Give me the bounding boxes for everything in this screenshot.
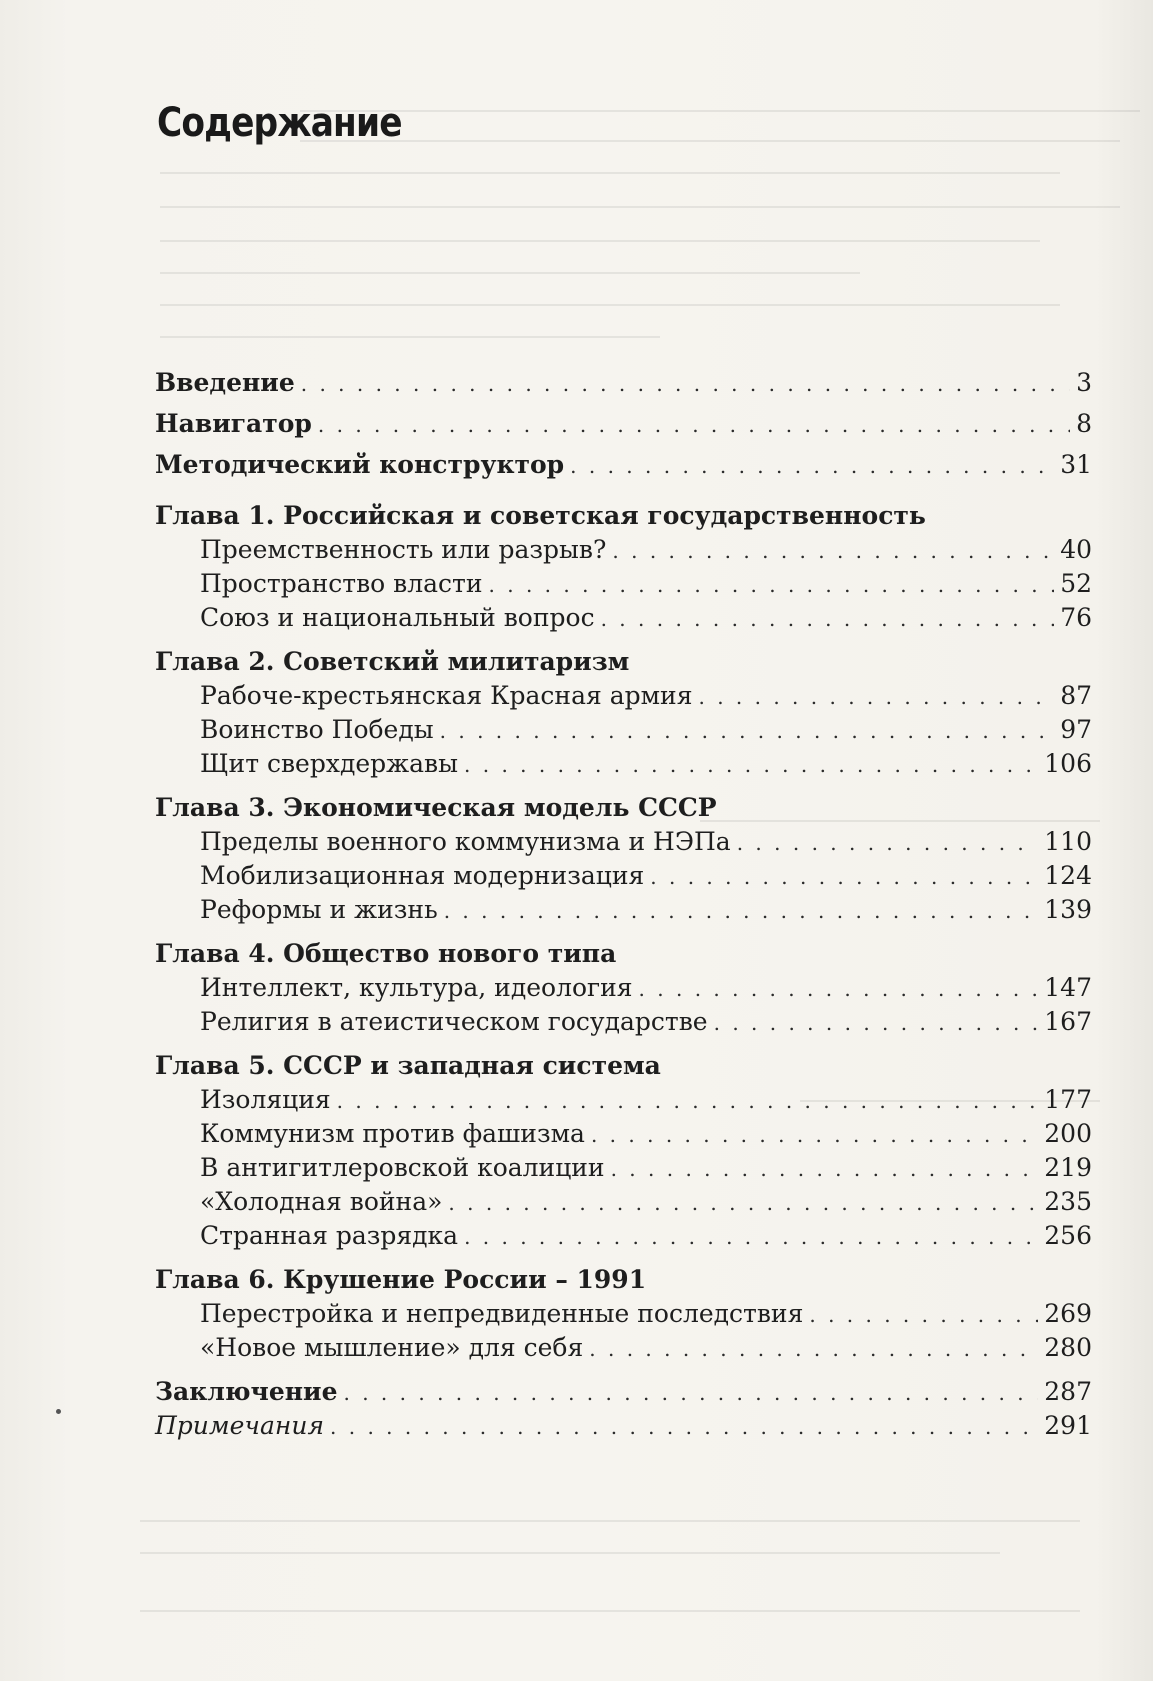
toc-entry[interactable] <box>155 1151 1092 1185</box>
dot-leader <box>440 714 1055 748</box>
toc-entry[interactable] <box>155 601 1092 635</box>
toc-chapter-title: Глава 4. Общество нового типа <box>155 939 617 968</box>
toc-page-number: 200 <box>1044 1119 1092 1148</box>
toc-entry-text: Мобилизационная модернизация <box>200 861 645 890</box>
dot-leader <box>737 826 1039 860</box>
toc-chapter-5-heading[interactable] <box>155 1049 1092 1083</box>
toc-entry-introduction[interactable] <box>155 362 1092 403</box>
toc-entry[interactable] <box>155 533 1092 567</box>
toc-page-number: 124 <box>1044 861 1092 890</box>
dot-leader <box>337 1084 1039 1118</box>
table-of-contents <box>155 362 1092 1443</box>
toc-entry-notes[interactable] <box>155 1409 1092 1443</box>
toc-entry-text: «Холодная война» <box>200 1187 443 1216</box>
dot-leader <box>639 972 1039 1006</box>
toc-page-number: 52 <box>1060 569 1092 598</box>
dot-leader <box>489 568 1055 602</box>
toc-entry[interactable] <box>155 713 1092 747</box>
toc-entry[interactable] <box>155 1331 1092 1365</box>
toc-entry[interactable] <box>155 1117 1092 1151</box>
toc-page-number: 8 <box>1076 409 1092 438</box>
toc-entry[interactable] <box>155 747 1092 781</box>
toc-chapter-1-heading[interactable] <box>155 499 1092 533</box>
toc-page-number: 235 <box>1044 1187 1092 1216</box>
toc-page-number: 97 <box>1060 715 1092 744</box>
toc-entry-text: Методический конструктор <box>155 450 565 479</box>
dot-leader <box>601 602 1055 636</box>
toc-entry-text: Коммунизм против фашизма <box>200 1119 585 1148</box>
toc-page-number: 76 <box>1060 603 1092 632</box>
toc-chapter-title: Глава 3. Экономическая модель СССР <box>155 793 717 822</box>
toc-entry-conclusion[interactable] <box>155 1375 1092 1409</box>
toc-entry-text: Перестройка и непредвиденные последствия <box>200 1299 804 1328</box>
dot-leader <box>448 1186 1038 1220</box>
dot-leader <box>612 534 1054 568</box>
toc-entry-text: Реформы и жизнь <box>200 895 438 924</box>
toc-chapter-title: Глава 2. Советский милитаризм <box>155 647 630 676</box>
dot-leader <box>464 1220 1038 1254</box>
toc-page-number: 269 <box>1044 1299 1092 1328</box>
toc-page-number: 40 <box>1060 535 1092 564</box>
toc-chapter-4-heading[interactable] <box>155 937 1092 971</box>
toc-chapter-2-heading[interactable] <box>155 645 1092 679</box>
toc-page-number: 219 <box>1044 1153 1092 1182</box>
toc-entry-text: Изоляция <box>200 1085 331 1114</box>
toc-entry-text: Рабоче-крестьянская Красная армия <box>200 681 693 710</box>
toc-entry[interactable] <box>155 971 1092 1005</box>
toc-entry[interactable] <box>155 1005 1092 1039</box>
toc-entry-text: Интеллект, культура, идеология <box>200 973 633 1002</box>
toc-chapter-title: Глава 5. СССР и западная система <box>155 1051 661 1080</box>
dot-leader <box>344 1376 1039 1410</box>
dot-leader <box>591 1118 1038 1152</box>
toc-chapter-6-heading[interactable] <box>155 1263 1092 1297</box>
toc-entry-text: «Новое мышление» для себя <box>200 1333 584 1362</box>
dot-leader <box>650 860 1038 894</box>
toc-page-number: 147 <box>1044 973 1092 1002</box>
toc-page-number: 3 <box>1076 368 1092 397</box>
toc-chapter-title: Глава 1. Российская и советская государственность <box>155 501 926 530</box>
toc-chapter-title: Глава 6. Крушение России – 1991 <box>155 1265 647 1294</box>
toc-entry[interactable] <box>155 679 1092 713</box>
toc-entry[interactable] <box>155 893 1092 927</box>
toc-entry-navigator[interactable] <box>155 403 1092 444</box>
dot-leader <box>570 446 1054 487</box>
toc-page-number: 167 <box>1044 1007 1092 1036</box>
toc-page-number: 110 <box>1044 827 1092 856</box>
toc-entry[interactable] <box>155 825 1092 859</box>
dot-leader <box>809 1298 1038 1332</box>
toc-entry[interactable] <box>155 1185 1092 1219</box>
ink-speck <box>56 1409 61 1414</box>
toc-entry-text: Щит сверхдержавы <box>200 749 459 778</box>
toc-entry-text: Заключение <box>155 1377 338 1406</box>
dot-leader <box>714 1006 1039 1040</box>
toc-entry-text: Примечания <box>155 1411 325 1440</box>
toc-entry[interactable] <box>155 1297 1092 1331</box>
toc-page-number: 31 <box>1060 450 1092 479</box>
toc-page-number: 177 <box>1044 1085 1092 1114</box>
toc-entry-text: Пространство власти <box>200 569 483 598</box>
dot-leader <box>318 405 1070 446</box>
toc-entry-text: Введение <box>155 368 295 397</box>
toc-entry-text: Навигатор <box>155 409 312 438</box>
dot-leader <box>301 364 1070 405</box>
dot-leader <box>589 1332 1038 1366</box>
toc-chapter-3-heading[interactable] <box>155 791 1092 825</box>
toc-entry-text: Религия в атеистическом государстве <box>200 1007 708 1036</box>
toc-page-number: 287 <box>1044 1377 1092 1406</box>
toc-page-number: 280 <box>1044 1333 1092 1362</box>
toc-entry[interactable] <box>155 859 1092 893</box>
toc-page-number: 139 <box>1044 895 1092 924</box>
dot-leader <box>464 748 1038 782</box>
toc-entry-text: В антигитлеровской коалиции <box>200 1153 605 1182</box>
toc-entry[interactable] <box>155 1083 1092 1117</box>
toc-entry-text: Воинство Победы <box>200 715 434 744</box>
dot-leader <box>611 1152 1039 1186</box>
toc-page-number: 87 <box>1060 681 1092 710</box>
page-title: Содержание <box>157 100 402 146</box>
toc-entry-text: Преемственность или разрыв? <box>200 535 607 564</box>
dot-leader <box>444 894 1039 928</box>
toc-entry[interactable] <box>155 567 1092 601</box>
toc-page-number: 106 <box>1044 749 1092 778</box>
dot-leader <box>330 1410 1038 1444</box>
toc-entry-text: Странная разрядка <box>200 1221 459 1250</box>
toc-entry-text: Союз и национальный вопрос <box>200 603 595 632</box>
toc-entry-methodical-constructor[interactable] <box>155 444 1092 485</box>
dot-leader <box>698 680 1054 714</box>
toc-entry-text: Пределы военного коммунизма и НЭПа <box>200 827 731 856</box>
toc-page-number: 291 <box>1044 1411 1092 1440</box>
toc-page-number: 256 <box>1044 1221 1092 1250</box>
toc-entry[interactable] <box>155 1219 1092 1253</box>
